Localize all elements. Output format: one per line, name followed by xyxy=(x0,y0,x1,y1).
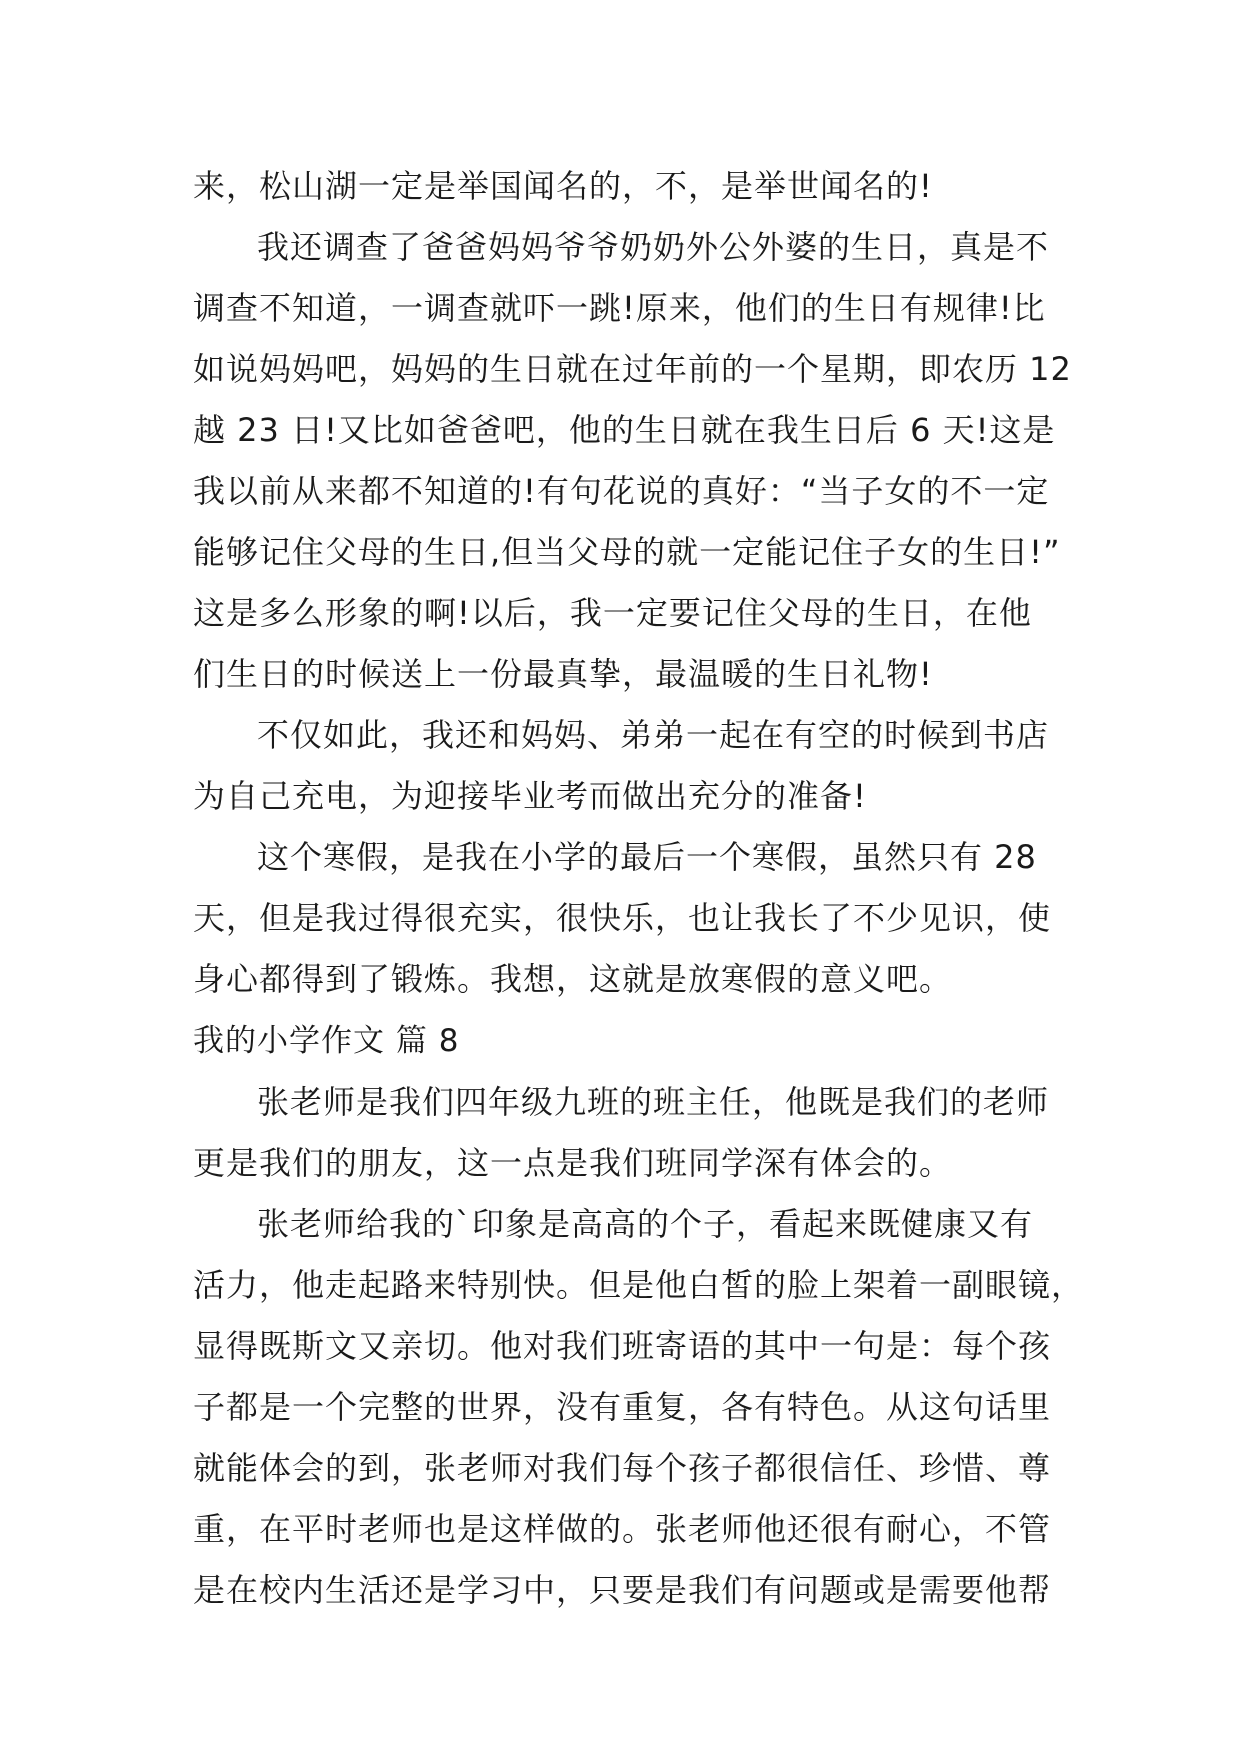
text-line: 就能体会的到，张老师对我们每个孩子都很信任、珍惜、尊 xyxy=(193,1449,1052,1487)
paragraph-start-line: 我还调查了爸爸妈妈爷爷奶奶外公外婆的生日，真是不 xyxy=(257,228,1050,266)
paragraph-start-line: 张老师是我们四年级九班的班主任，他既是我们的老师 xyxy=(257,1083,1050,1121)
essay-body xyxy=(193,156,1085,1621)
paragraph-start-line: 张老师给我的`印象是高高的个子，看起来既健康又有 xyxy=(257,1205,1034,1243)
text-line: 身心都得到了锻炼。我想，这就是放寒假的意义吧。 xyxy=(193,960,953,998)
text-line: 活力，他走起路来特别快。但是他白皙的脸上架着一副眼镜， xyxy=(193,1266,1085,1304)
text-line: 们生日的时候送上一份最真挚，最温暖的生日礼物! xyxy=(193,655,933,693)
text-line: 显得既斯文又亲切。他对我们班寄语的其中一句是：每个孩 xyxy=(193,1327,1052,1365)
text-line: 这是多么形象的啊!以后，我一定要记住父母的生日，在他 xyxy=(193,594,1032,632)
text-line: 能够记住父母的生日,但当父母的就一定能记住子女的生日!” xyxy=(193,533,1061,571)
text-line: 是在校内生活还是学习中，只要是我们有问题或是需要他帮 xyxy=(193,1571,1052,1609)
paragraph-start-line: 这个寒假，是我在小学的最后一个寒假，虽然只有 28 xyxy=(257,838,1037,876)
text-line: 为自己充电，为迎接毕业考而做出充分的准备! xyxy=(193,777,867,815)
text-line: 天，但是我过得很充实，很快乐，也让我长了不少见识，使 xyxy=(193,899,1052,937)
text-line: 越 23 日!又比如爸爸吧，他的生日就在我生日后 6 天!这是 xyxy=(193,411,1056,449)
text-line: 子都是一个完整的世界，没有重复，各有特色。从这句话里 xyxy=(193,1388,1052,1426)
paragraph-start-line: 不仅如此，我还和妈妈、弟弟一起在有空的时候到书店 xyxy=(257,716,1050,754)
text-line: 重，在平时老师也是这样做的。张老师他还很有耐心，不管 xyxy=(193,1510,1052,1548)
text-line: 调查不知道，一调查就吓一跳!原来，他们的生日有规律!比 xyxy=(193,289,1046,327)
text-line: 更是我们的朋友，这一点是我们班同学深有体会的。 xyxy=(193,1144,953,1182)
text-line: 如说妈妈吧，妈妈的生日就在过年前的一个星期，即农历 12 xyxy=(193,350,1072,388)
text-line: 我以前从来都不知道的!有句花说的真好：“当子女的不一定 xyxy=(193,472,1050,510)
section-heading: 我的小学作文 篇 8 xyxy=(193,1023,460,1059)
text-line: 来，松山湖一定是举国闻名的，不，是举世闻名的! xyxy=(193,167,933,205)
